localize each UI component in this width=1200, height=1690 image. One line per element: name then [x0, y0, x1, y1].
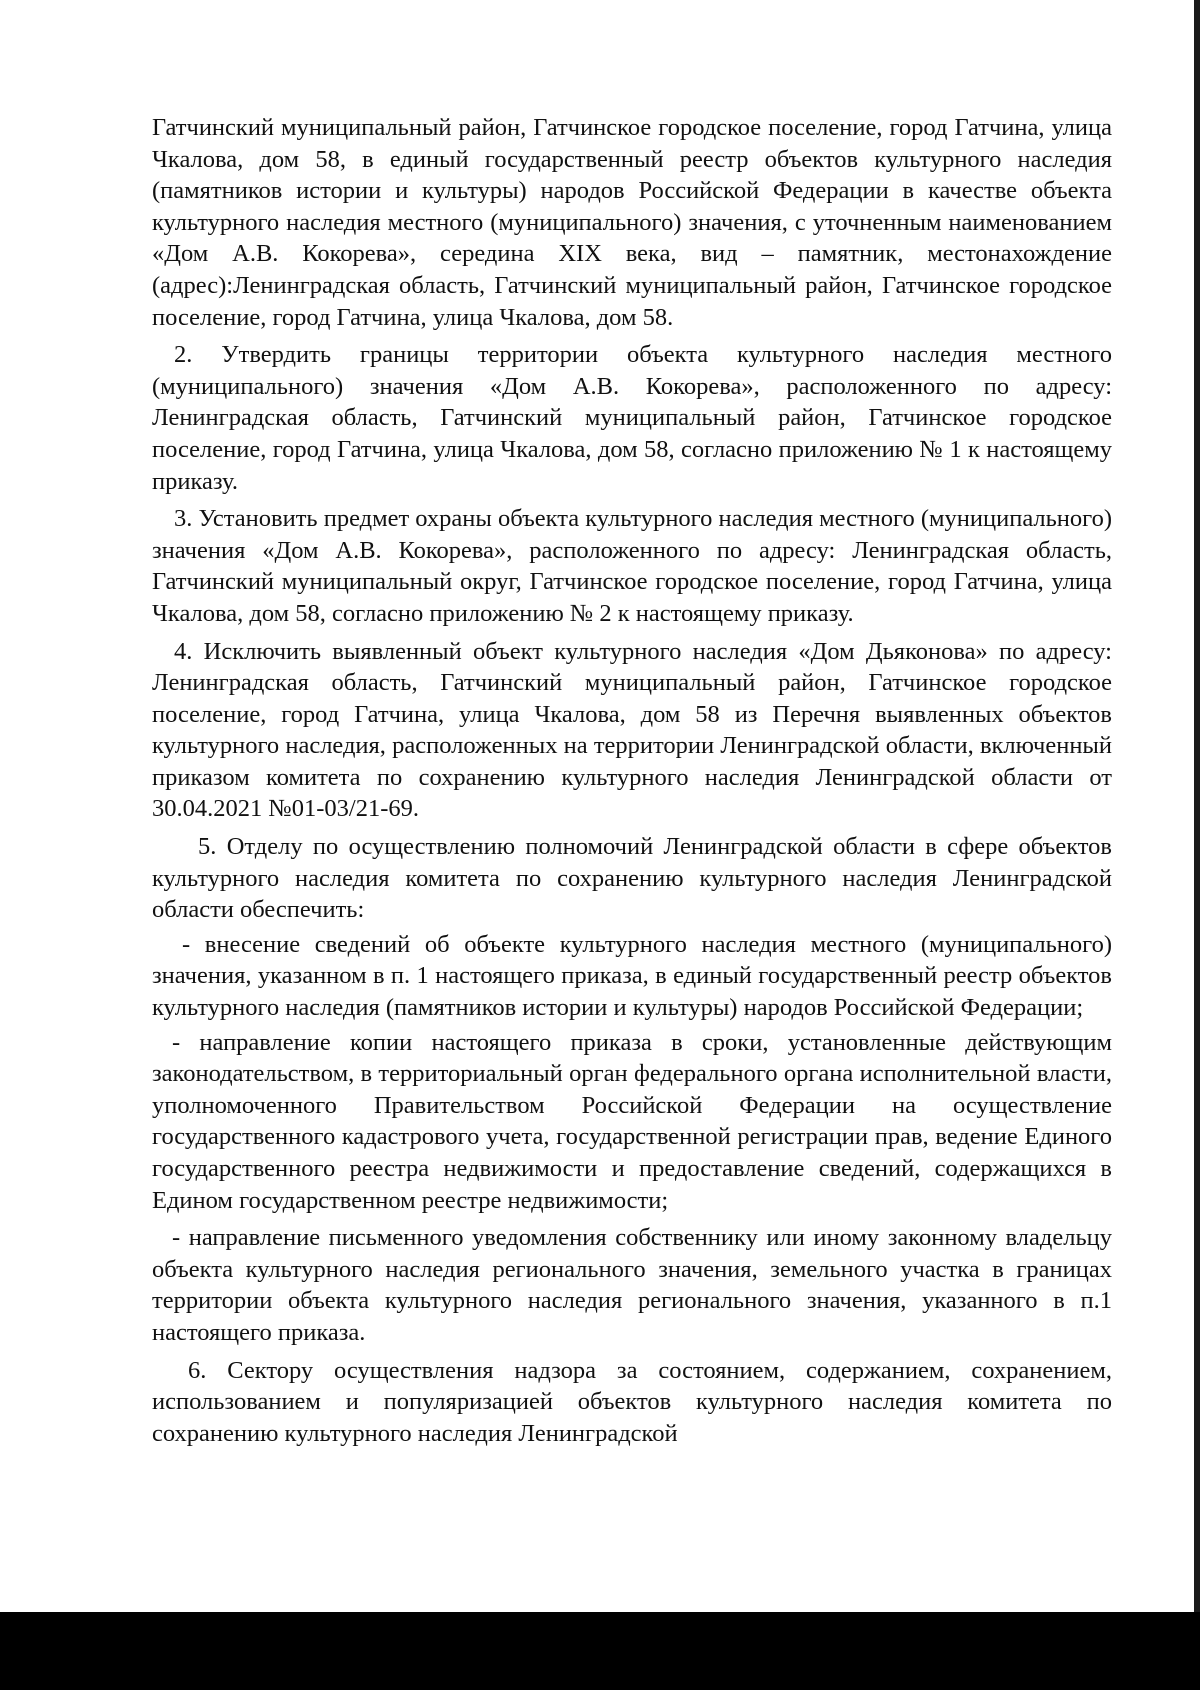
list-item-copy-dispatch: - направление копии настоящего приказа в сроки, установленные действующим законодательством, в территориальный орган федерального органа исполнительной власти, уполномоченного Правительством Российской Федерации на осуществление государственного кадастрового учета, государственной регистрации прав, ведение Единого государственного реестра недвижимости и предоставление сведений, содержащихся в Едином государственном реестре недвижимости; [152, 1028, 1112, 1214]
list-item-register-entry: - внесение сведений об объекте культурного наследия местного (муниципального) значения, указанном в п. 1 настоящего приказа, в единый государственный реестр объектов культурного наследия (памятников истории и культуры) народов Российской Федерации; [152, 930, 1112, 1022]
scan-edge-shadow [1194, 0, 1200, 1612]
list-item-owner-notice: - направление письменного уведомления собственнику или иному законному владельцу объекта культурного наследия регионального значения, земельного участка в границах территории объекта культурного наследия регионального значения, указанного в п.1 настоящего приказа. [152, 1224, 1112, 1346]
paragraph-item-6: 6. Сектору осуществления надзора за состоянием, содержанием, сохранением, использованием и популяризацией объектов культурного наследия комитета по сохранению культурного наследия Ленинградской [152, 1356, 1112, 1447]
paragraph-item-5: 5. Отделу по осуществлению полномочий Ленинградской области в сфере объектов культурного наследия комитета по сохранению культурного наследия Ленинградской области обеспечить: [152, 833, 1112, 924]
scan-bottom-bar [0, 1612, 1200, 1690]
paragraph-1-continuation: Гатчинский муниципальный район, Гатчинское городское поселение, город Гатчина, улица Чкалова, дом 58, в единый государственный реестр объектов культурного наследия (памятников истории и культуры) народов Российской Федерации в качестве объекта культурного наследия местного (муниципального) значения, с уточненным наименованием «Дом А.В. Кокорева», середина XIX века, вид – памятник, местонахождение (адрес):Ленинградская область, Гатчинский муниципальный район, Гатчинское городское поселение, город Гатчина, улица Чкалова, дом 58. [152, 114, 1112, 331]
paragraph-item-3: 3. Установить предмет охраны объекта культурного наследия местного (муниципального) значения «Дом А.В. Кокорева», расположенного по адресу: Ленинградская область, Гатчинский муниципальный округ, Гатчинское городское поселение, город Гатчина, улица Чкалова, дом 58, согласно приложению № 2 к настоящему приказу. [152, 505, 1113, 627]
paragraph-item-2: 2. Утвердить границы территории объекта культурного наследия местного (муниципального) значения «Дом А.В. Кокорева», расположенного по адресу: Ленинградская область, Гатчинский муниципальный район, Гатчинское городское поселение, город Гатчина, улица Чкалова, дом 58, согласно приложению № 1 к настоящему приказу. [152, 341, 1112, 495]
paragraph-item-4: 4. Исключить выявленный объект культурного наследия «Дом Дьяконова» по адресу: Ленинградская область, Гатчинский муниципальный район, Гатчинское городское поселение, город Гатчина, улица Чкалова, дом 58 из Перечня выявленных объектов культурного наследия, расположенных на территории Ленинградской области, включенный приказом комитета по сохранению культурного наследия Ленинградской области от 30.04.2021 №01-03/21-69. [152, 637, 1112, 823]
document-body [152, 112, 1112, 1449]
